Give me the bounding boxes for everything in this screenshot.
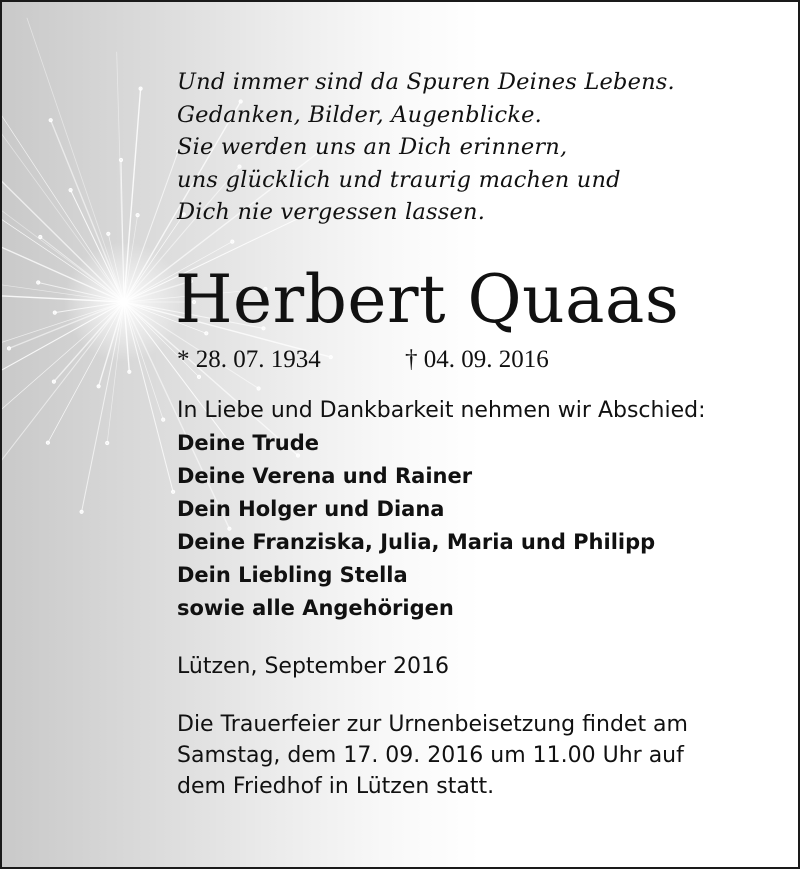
funeral-line: dem Friedhof in Lützen statt.	[177, 774, 495, 799]
poem-line: Sie werden uns an Dich erinnern,	[177, 134, 568, 160]
poem-line: Und immer sind da Spuren Deines Lebens.	[177, 69, 675, 95]
mourner-entry: Dein Holger und Diana	[177, 497, 445, 521]
mourners-list	[177, 427, 655, 625]
mourner-entry: Deine Trude	[177, 431, 319, 455]
seed-tip	[49, 119, 52, 122]
funeral-notice	[177, 709, 688, 802]
seed-tip	[37, 281, 40, 284]
seed-tip	[69, 189, 72, 192]
mourner-entry: Deine Franziska, Julia, Maria und Philipp	[177, 530, 656, 554]
seed-tip	[46, 441, 49, 444]
seed-tip	[53, 311, 56, 314]
seed-tip	[139, 87, 142, 90]
seed-tip	[7, 347, 10, 350]
funeral-line: Samstag, dem 17. 09. 2016 um 11.00 Uhr auf	[177, 743, 684, 768]
funeral-line: Die Trauerfeier zur Urnenbeisetzung findet am	[177, 712, 688, 737]
seed-strand	[27, 18, 124, 302]
seed-tip	[329, 356, 332, 359]
memorial-poem	[177, 66, 675, 229]
poem-line: Gedanken, Bilder, Augenblicke.	[177, 101, 543, 128]
seed-tip	[107, 232, 110, 235]
seed-tip	[128, 370, 131, 373]
seed-tip	[162, 418, 165, 421]
seed-filament	[2, 177, 124, 302]
seed-tip	[80, 510, 83, 513]
poem-line: uns glücklich und traurig machen und	[177, 166, 621, 193]
seed-tip	[257, 387, 260, 390]
seed-tip	[136, 214, 139, 217]
seed-tip	[39, 235, 42, 238]
mourner-entry: Deine Verena und Rainer	[177, 464, 473, 488]
seed-tip	[231, 240, 234, 243]
death-date: † 04. 09. 2016	[405, 346, 549, 373]
poem-line: Dich nie vergessen lassen.	[177, 199, 486, 225]
place-and-date: Lützen, September 2016	[177, 654, 450, 679]
seed-tip	[106, 441, 109, 444]
deceased-name: Herbert Quaas	[175, 261, 680, 338]
seed-tip	[197, 375, 200, 378]
mourner-entry: sowie alle Angehörigen	[177, 596, 454, 620]
seed-tip	[97, 385, 100, 388]
birth-date: * 28. 07. 1934	[177, 346, 321, 373]
mourner-entry: Dein Liebling Stella	[177, 563, 408, 587]
seed-tip	[172, 490, 175, 493]
seed-tip	[52, 380, 55, 383]
farewell-line: In Liebe und Dankbarkeit nehmen wir Abschied:	[177, 398, 706, 423]
life-dates	[177, 345, 549, 375]
